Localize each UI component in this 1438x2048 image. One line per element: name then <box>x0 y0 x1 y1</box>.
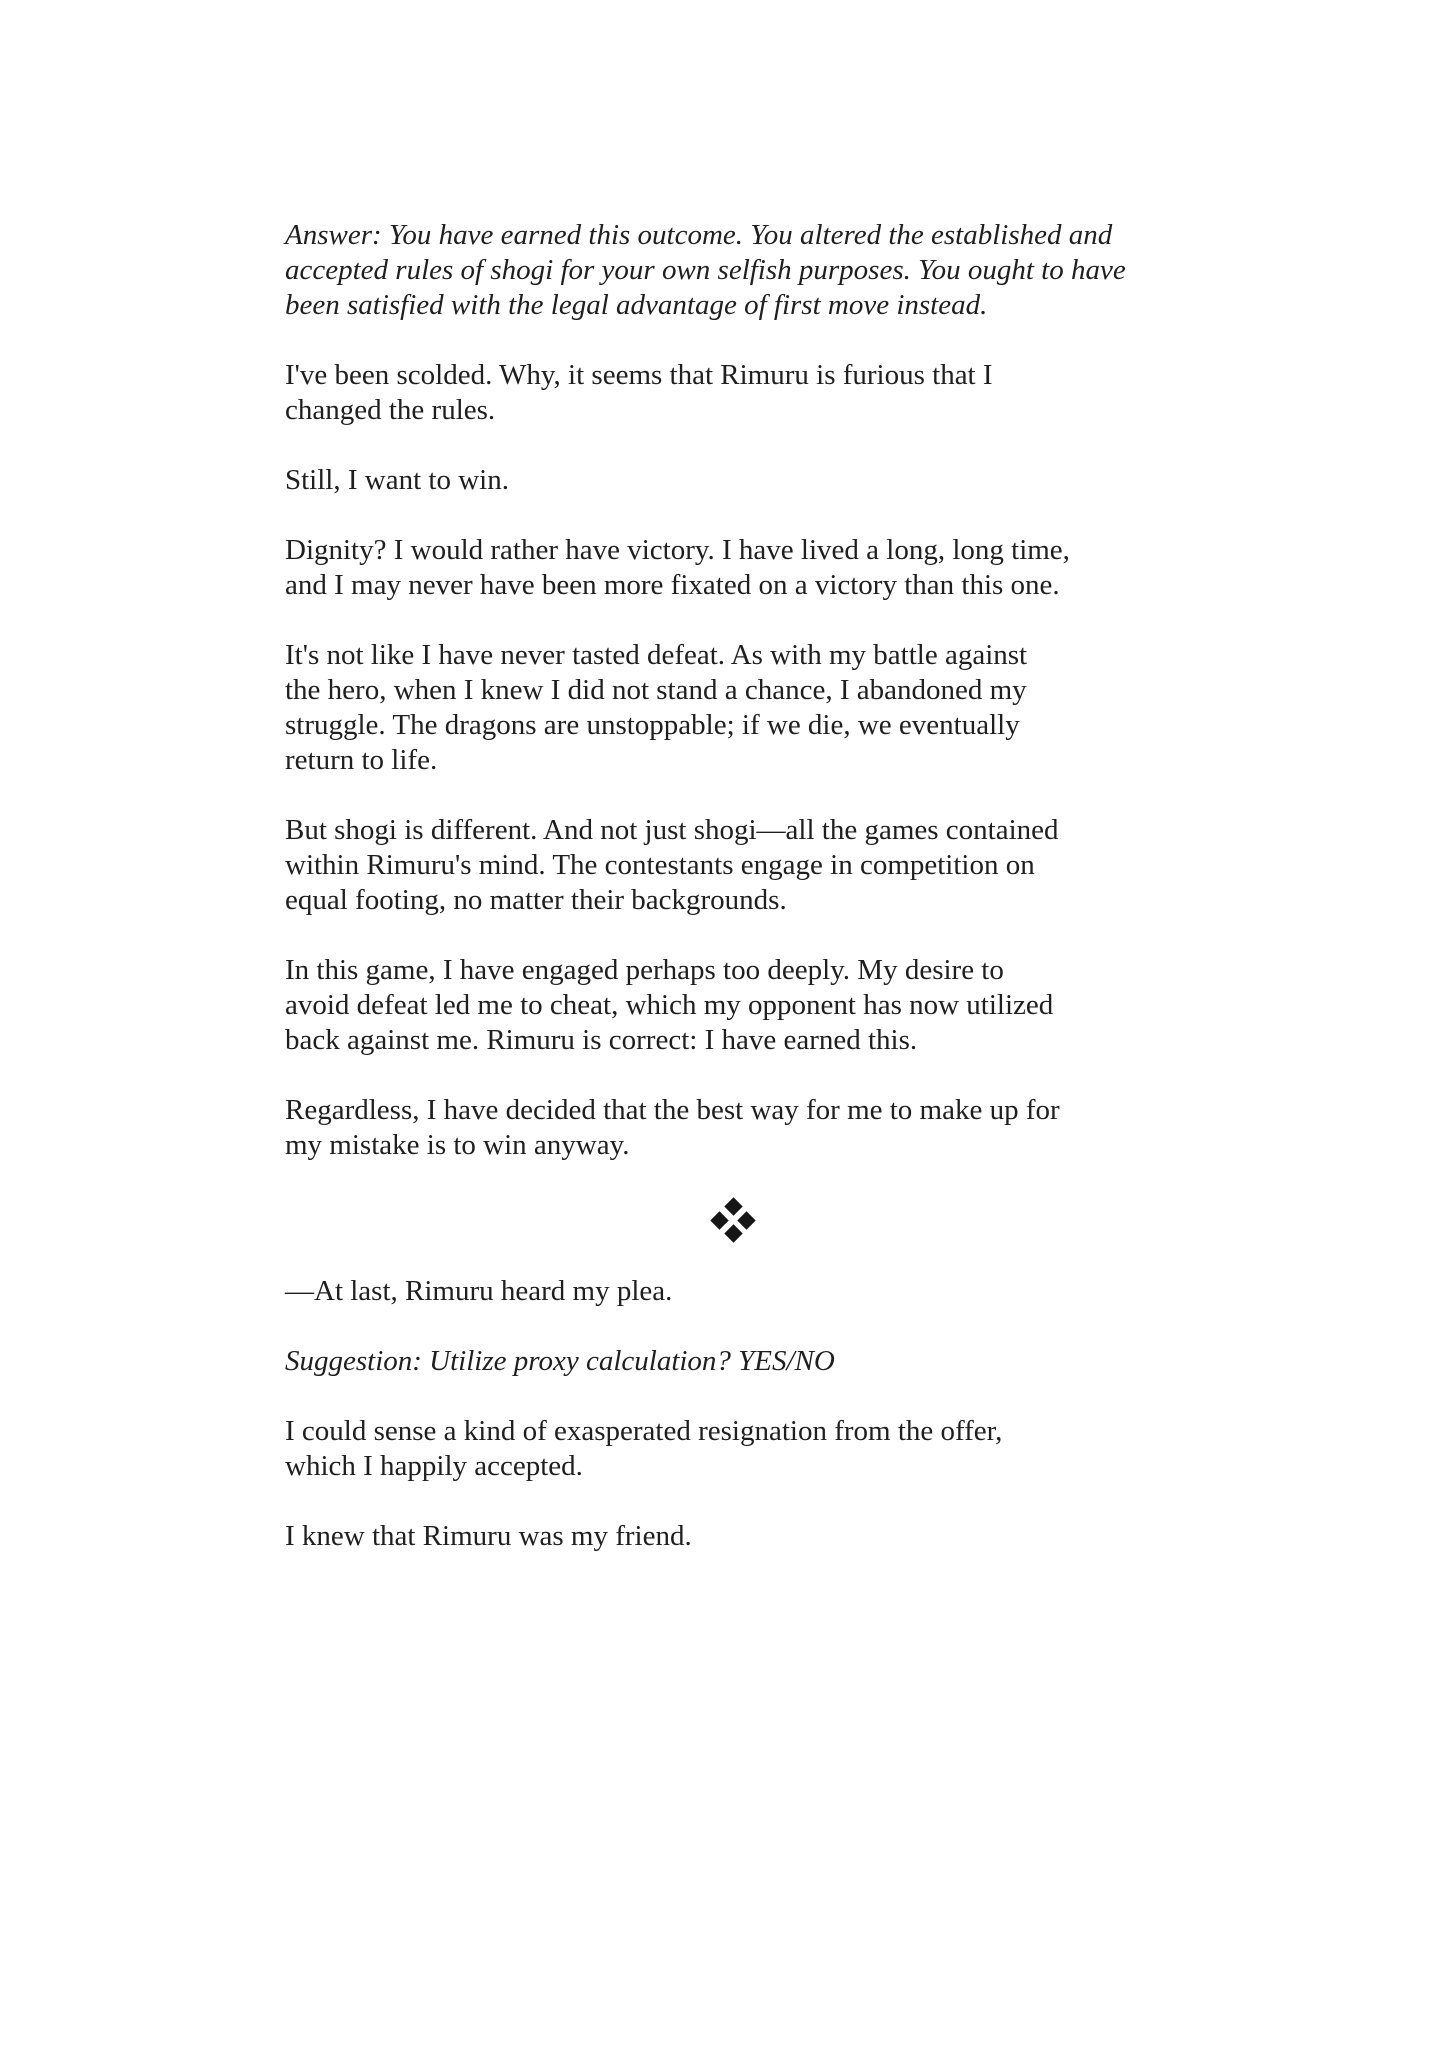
narration-paragraph <box>285 358 1145 428</box>
text-line: changed the rules. <box>285 394 496 426</box>
text-line: within Rimuru's mind. The contestants engage in competition on <box>285 849 1035 881</box>
page-text-block <box>285 218 1145 1589</box>
text-line: Dignity? I would rather have victory. I have lived a long, long time, <box>285 534 1070 566</box>
text-line: Regardless, I have decided that the best way for me to make up for <box>285 1094 1060 1126</box>
narration-paragraph <box>285 1093 1145 1163</box>
system-suggestion-paragraph <box>285 1344 1145 1379</box>
text-line: Answer: You have earned this outcome. You altered the established and <box>285 219 1113 251</box>
text-line: the hero, when I knew I did not stand a chance, I abandoned my <box>285 674 1027 706</box>
text-line: —At last, Rimuru heard my plea. <box>285 1275 673 1307</box>
text-line: Still, I want to win. <box>285 464 509 496</box>
text-line: accepted rules of shogi for your own selfish purposes. You ought to have <box>285 254 1126 286</box>
text-line: But shogi is different. And not just shogi—all the games contained <box>285 814 1059 846</box>
narration-paragraph <box>285 533 1145 603</box>
narration-paragraph <box>285 813 1145 918</box>
narration-paragraph <box>285 638 1145 778</box>
text-line: It's not like I have never tasted defeat. As with my battle against <box>285 639 1028 671</box>
text-line: In this game, I have engaged perhaps too deeply. My desire to <box>285 954 1004 986</box>
narration-paragraph <box>285 953 1145 1058</box>
text-line: and I may never have been more fixated on a victory than this one. <box>285 569 1060 601</box>
text-line: I could sense a kind of exasperated resignation from the offer, <box>285 1415 1003 1447</box>
four-diamonds-icon <box>711 1198 755 1242</box>
narration-paragraph <box>285 1519 1145 1554</box>
text-line: which I happily accepted. <box>285 1450 583 1482</box>
text-line: back against me. Rimuru is correct: I have earned this. <box>285 1024 918 1056</box>
narration-paragraph <box>285 1274 1145 1309</box>
narration-paragraph <box>285 1414 1145 1484</box>
system-answer-paragraph <box>285 218 1145 323</box>
text-line: been satisfied with the legal advantage of first move instead. <box>285 289 988 321</box>
text-line: I've been scolded. Why, it seems that Rimuru is furious that I <box>285 359 993 391</box>
text-line: my mistake is to win anyway. <box>285 1129 630 1161</box>
text-line: struggle. The dragons are unstoppable; if we die, we eventually <box>285 709 1020 741</box>
text-line: equal footing, no matter their backgrounds. <box>285 884 787 916</box>
text-line: avoid defeat led me to cheat, which my opponent has now utilized <box>285 989 1054 1021</box>
narration-paragraph <box>285 463 1145 498</box>
text-line: return to life. <box>285 744 438 776</box>
text-line: I knew that Rimuru was my friend. <box>285 1520 692 1552</box>
text-line: Suggestion: Utilize proxy calculation? YES/NO <box>285 1345 835 1377</box>
section-divider <box>303 1198 1163 1242</box>
